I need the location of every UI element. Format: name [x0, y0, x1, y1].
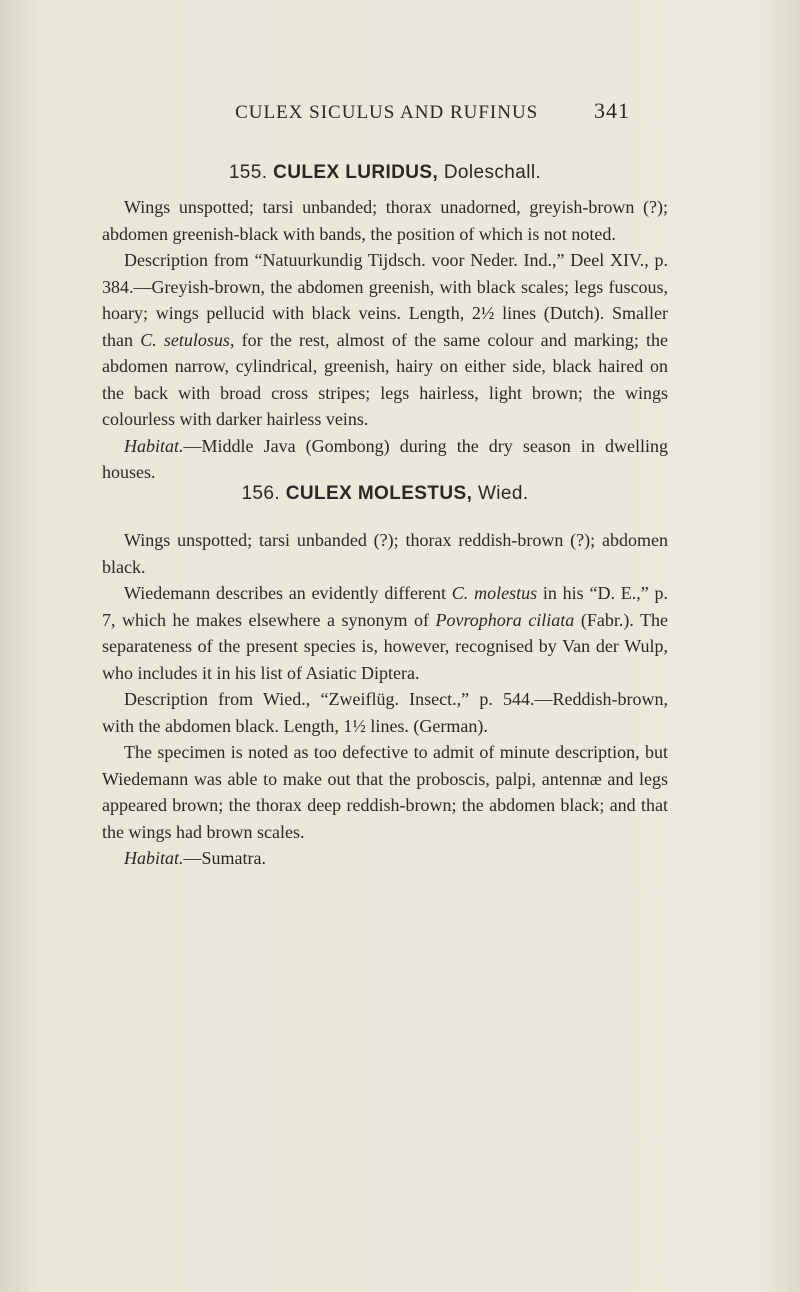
paragraph: Wings unspotted; tarsi unbanded; thorax unadorned, greyish-brown (?); abdomen greenish-black with bands, the position of which is not noted. — [102, 197, 668, 244]
section-number: 156. — [241, 483, 281, 504]
paragraph: Wings unspotted; tarsi unbanded (?); thorax reddish-brown (?); abdomen black. — [102, 530, 668, 577]
paragraph-text: Description from “Natuurkundig Tijdsch. voor Neder. Ind.,” Deel XIV., p. 384.—Greyish-brown, the abdomen greenish, with black scales; legs fuscous, hoary; wings pellucid with black veins. Length, 2½ lines (Dutch). Smaller than — [102, 250, 668, 350]
section-156 — [102, 483, 668, 872]
species-name: CULEX LURIDUS, — [273, 162, 439, 183]
paragraph — [102, 580, 668, 686]
habitat-text: —Sumatra. — [183, 848, 267, 868]
section-heading — [102, 483, 668, 505]
habitat-paragraph — [102, 845, 668, 872]
habitat-label: Habitat. — [124, 848, 184, 868]
paragraph: The specimen is noted as too defective to admit of minute description, but Wiedemann was able to make out that the proboscis, palpi, antennæ and legs appeared brown; the thorax deep reddish-brown; the abdomen black; and that the wings had brown scales. — [102, 742, 668, 842]
habitat-paragraph — [102, 433, 668, 486]
section-155 — [102, 162, 668, 486]
species-author: Wied. — [477, 483, 529, 504]
species-italic: C. molestus — [451, 583, 538, 603]
section-number: 155. — [228, 162, 268, 183]
paragraph — [102, 247, 668, 433]
habitat-label: Habitat. — [124, 435, 184, 456]
running-head — [200, 98, 630, 124]
species-italic: C. setulosus, — [140, 329, 235, 350]
genus-italic: Povrophora ciliata — [435, 609, 575, 630]
habitat-text: —Middle Java (Gombong) during the dry season in dwelling houses. — [102, 435, 668, 482]
species-author: Doleschall. — [443, 162, 542, 183]
species-name: CULEX MOLESTUS, — [285, 483, 473, 504]
paragraph-text: in his “D. E.,” p. 7, which he makes elsewhere a synonym of — [102, 583, 669, 630]
running-head-title: CULEX SICULUS AND RUFINUS — [235, 102, 539, 123]
paragraph: Description from Wied., “Zweiflüg. Insect.,” p. 544.—Reddish-brown, with the abdomen black. Length, 1½ lines. (German). — [102, 689, 668, 736]
paragraph-text: (Fabr.). The separateness of the present species is, however, recognised by Van der Wulp, who includes it in his list of Asiatic Diptera. — [102, 609, 668, 683]
paragraph-text: for the rest, almost of the same colour and marking; the abdomen narrow, cylindrical, greenish, hairy on either side, black haired on the back with broad cross stripes; legs hairless, light brown; the wings colourless with darker hairless veins. — [102, 329, 669, 429]
page-number: 341 — [594, 98, 630, 123]
section-heading — [102, 162, 668, 184]
paragraph-text: Wiedemann describes an evidently different — [124, 583, 446, 603]
